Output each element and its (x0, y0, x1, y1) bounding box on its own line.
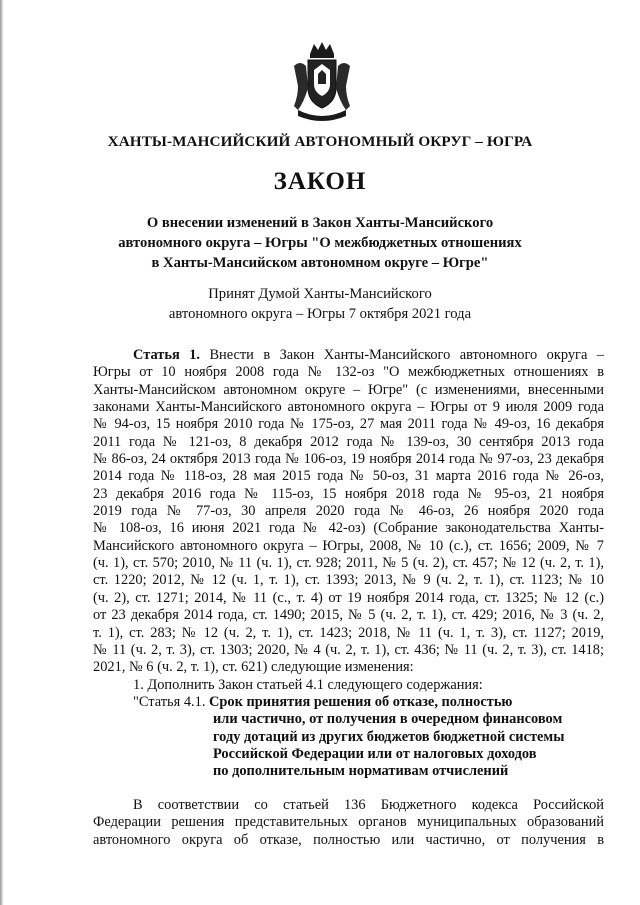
adoption-line: Принят Думой Ханты-Мансийского (208, 286, 432, 302)
coat-of-arms-emblem-icon (290, 40, 354, 124)
region-name: ХАНТЫ-МАНСИЙСКИЙ АВТОНОМНЫЙ ОКРУГ – ЮГРА (107, 133, 533, 150)
article-1-first-line (93, 347, 604, 364)
article-4-1-heading: Срок принятия решения об отказе, полностью (209, 694, 513, 710)
article-4-1-prefix: "Статья 4.1. (133, 694, 206, 710)
article-1-line: 2019 года № 77-оз, 30 апреля 2020 года № 46-оз, 26 ноября 2020 года (93, 503, 604, 520)
article-1-line: № 86-оз, 24 октября 2013 года № 106-оз, 19 ноября 2014 года № 97-оз, 23 декабря (93, 451, 604, 468)
adoption-note (0, 284, 640, 324)
law-title-line: в Ханты-Мансийском автономном округе – Югре" (151, 255, 489, 271)
article-1-line: № 11 (ч. 2, т. 3), ст. 1303; 2020, № 4 (ч. 2, т. 1), ст. 436; № 11 (ч. 2, т. 3), ст. 1418; (93, 641, 604, 658)
article-4-1 (93, 694, 604, 781)
law-title (0, 213, 640, 273)
paragraph-line: Федерации решения представительных органов муниципальных образований (93, 814, 604, 831)
article-4-1-heading-line: Российской Федерации или от налоговых доходов (213, 746, 537, 763)
article-1-line: 2014 года № 118-оз, 28 мая 2015 года № 50-оз, 31 марта 2016 года № 26-оз, (93, 468, 604, 485)
article-1-line: законами Ханты-Мансийского автономного округа – Югры от 9 июля 2009 года (93, 399, 604, 416)
article-1-line: Мансийского автономного округа – Югры, 2008, № 10 (с.), ст. 1656; 2009, № 7 (93, 537, 604, 554)
article-1-line: т. 1), ст. 283; № 12 (ч. 2, т. 1), ст. 1423; 2018, № 11 (ч. 1, т. 3), ст. 1127; 2019, (93, 624, 604, 641)
article-4-1-paragraph (93, 797, 604, 849)
law-title-line: автономного округа – Югры "О межбюджетных отношениях (118, 235, 522, 251)
article-4-1-heading-line: или частично, от получения в очередном финансовом (213, 711, 563, 728)
article-1-line: (ч. 1), ст. 570; 2010, № 11 (ч. 1), ст. 928; 2011, № 5 (ч. 2), ст. 457; № 12 (ч. 2, т. 1), (93, 555, 604, 572)
document-type: ЗАКОН (273, 168, 367, 195)
article-1-line: № 94-оз, 15 ноября 2010 года № 175-оз, 27 мая 2011 года № 49-оз, 16 декабря (93, 416, 604, 433)
article-1-text (93, 347, 604, 694)
article-1-line: 2011 года № 121-оз, 8 декабря 2012 года № 139-оз, 30 сентября 2013 года (93, 433, 604, 450)
paragraph-line: В соответствии со статьей 136 Бюджетного кодекса Российской (133, 797, 604, 813)
article-1-line: 23 декабря 2016 года № 115-оз, 15 ноября 2018 года № 95-оз, 21 ноября (93, 485, 604, 502)
article-1-line: от 23 декабря 2014 года, ст. 1490; 2015, № 5 (ч. 2, т. 1), ст. 429; 2016, № 3 (ч. 2, (93, 607, 604, 624)
article-1-line: Ханты-Мансийском автономном округе – Югре" (с изменениями, внесенными (93, 381, 604, 398)
adoption-line: автономного округа – Югры 7 октября 2021 года (168, 306, 472, 322)
article-1-line: 2021, № 6 (ч. 2, т. 1), ст. 621) следующие изменения: (93, 659, 414, 676)
article-1-line: ст. 1220; 2012, № 12 (ч. 1, т. 1), ст. 1393; 2013, № 9 (ч. 2, т. 1), ст. 1123; № 10 (93, 572, 604, 589)
article-1-line: Югры от 10 ноября 2008 года № 132-оз "О межбюджетных отношениях в (93, 364, 604, 381)
article-4-1-first-line (93, 694, 604, 711)
paragraph-line: автономного округа об отказе, полностью или частично, от получения в (93, 831, 604, 848)
article-4-1-heading-line: по дополнительным нормативам отчислений (213, 763, 509, 780)
article-1-line: (ч. 2), ст. 1271; 2014, № 11 (с., т. 4) от 19 ноября 2014 года, ст. 1325; № 12 (с.) (93, 589, 604, 606)
law-title-line: О внесении изменений в Закон Ханты-Мансийского (146, 215, 494, 231)
article-1-line: № 108-оз, 16 июня 2021 года № 42-оз) (Собрание законодательства Ханты- (93, 520, 604, 537)
article-1-line: Внести в Закон Ханты-Мансийского автономного округа – (209, 347, 604, 363)
article-1-label: Статья 1. (133, 347, 200, 363)
item-1-text: 1. Дополнить Закон статьей 4.1 следующего содержания: (133, 676, 483, 693)
article-4-1-heading-line: году дотаций из других бюджетов бюджетной системы (213, 728, 565, 745)
